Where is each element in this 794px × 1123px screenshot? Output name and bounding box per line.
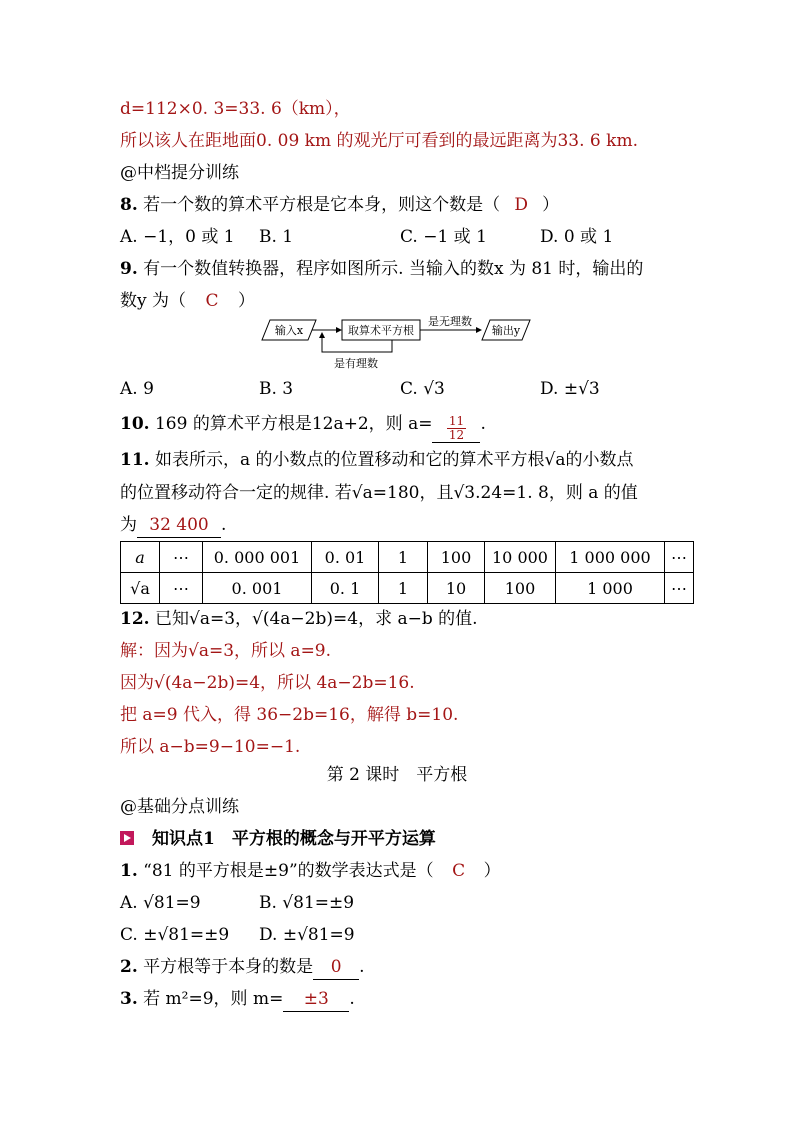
question-text: 为 — [120, 515, 137, 535]
flow-input-label: 输入x — [274, 324, 304, 337]
option-a: A. 9 — [120, 379, 154, 399]
question-text: 如表所示，a 的小数点的位置移动和它的算术平方根√a的小数点 — [154, 450, 634, 470]
table-cell: ⋯ — [160, 542, 203, 573]
question-number: 9. — [120, 259, 138, 279]
option-d: D. 0 或 1 — [540, 227, 614, 247]
question-number: 1. — [120, 861, 138, 881]
table-cell: 100 — [485, 573, 556, 604]
question-number: 3. — [120, 989, 138, 1009]
flow-irrational-label: 是无理数 — [428, 315, 472, 328]
question-8 — [120, 193, 559, 217]
table-cell: 10 — [428, 573, 485, 604]
loop-arrow — [322, 336, 392, 352]
play-triangle-icon — [120, 831, 134, 845]
end-mark: . — [359, 957, 365, 977]
end-mark: . — [221, 515, 227, 535]
option-d: D. ±√81=9 — [259, 925, 355, 945]
option-a: A. √81=9 — [120, 893, 201, 913]
row-header: √a — [121, 573, 160, 604]
option-b: B. 3 — [259, 379, 294, 399]
question-9-line-2 — [120, 289, 255, 313]
question-text: 的位置移动符合一定的规律. 若√a=180，且√3.24=1. 8，则 a 的值 — [120, 483, 638, 503]
table-cell: 1 000 — [556, 573, 665, 604]
flow-output-label: 输出y — [491, 324, 521, 337]
option-b: B. √81=±9 — [259, 893, 355, 913]
answer: C — [205, 291, 219, 311]
question-number: 11. — [120, 450, 150, 470]
sqrt-table — [120, 541, 694, 604]
input-parallelogram — [262, 320, 316, 340]
table-row — [121, 573, 694, 604]
fraction-denominator: 12 — [448, 428, 465, 442]
arrowhead — [319, 332, 325, 338]
table-cell: ⋯ — [160, 573, 203, 604]
table-cell: ⋯ — [665, 573, 694, 604]
option-c: C. −1 或 1 — [400, 227, 487, 247]
lesson-title: 第 2 课时 平方根 — [326, 765, 468, 785]
output-parallelogram — [482, 320, 530, 340]
question-text: 数y 为（ — [120, 291, 187, 311]
question-11-line-2 — [120, 481, 638, 505]
solution-line: 所以 a−b=9−10=−1. — [120, 737, 301, 757]
answer: C — [452, 861, 466, 881]
table-cell: 1 — [379, 573, 428, 604]
table-cell: 1 — [379, 542, 428, 573]
end-mark: . — [349, 989, 355, 1009]
question-close: ） — [542, 195, 560, 215]
question-11-line-3 — [120, 513, 226, 538]
question-number: 8. — [120, 195, 138, 215]
table-row — [121, 542, 694, 573]
end-mark: . — [480, 414, 486, 434]
option-a: A. −1，0 或 1 — [120, 227, 235, 247]
table-cell: 100 — [428, 542, 485, 573]
flow-rational-label: 是有理数 — [334, 357, 378, 370]
question-number: 12. — [120, 609, 150, 629]
arrowhead — [476, 327, 482, 333]
table-cell: 0. 001 — [203, 573, 312, 604]
solution-line: 解：因为√a=3，所以 a=9. — [120, 641, 332, 661]
table-cell: ⋯ — [665, 542, 694, 573]
option-d: D. ±√3 — [540, 379, 600, 399]
section-basic-heading: @基础分点训练 — [120, 797, 239, 817]
question-text: 有一个数值转换器，程序如图所示. 当输入的数x 为 81 时，输出的 — [143, 259, 644, 279]
option-c: C. ±√81=±9 — [120, 925, 230, 945]
answer-fraction — [447, 415, 466, 442]
question-number: 2. — [120, 957, 138, 977]
question-2 — [120, 955, 365, 980]
question-number: 10. — [120, 414, 150, 434]
flowchart-diagram — [260, 312, 540, 374]
answer-blank: ±3 — [283, 987, 349, 1012]
question-3 — [120, 987, 355, 1012]
solution-line-2: 所以该人在距地面0. 09 km 的观光厅可看到的最远距离为33. 6 km. — [120, 131, 638, 151]
question-11-line-1 — [120, 448, 634, 472]
arrowhead — [336, 327, 342, 333]
flow-process-label: 取算术平方根 — [348, 324, 414, 337]
process-box — [342, 320, 420, 340]
answer-blank — [432, 415, 480, 443]
question-10 — [120, 412, 486, 443]
option-c: C. √3 — [400, 379, 445, 399]
answer-blank: 32 400 — [137, 513, 221, 538]
question-9-line-1 — [120, 257, 643, 281]
table-cell: 0. 000 001 — [203, 542, 312, 573]
question-close: ） — [238, 291, 256, 311]
question-12 — [120, 607, 478, 631]
solution-line: 因为√(4a−2b)=4，所以 4a−2b=16. — [120, 673, 415, 693]
answer: D — [514, 195, 528, 215]
knowledge-point-label: 知识点1 平方根的概念与开平方运算 — [152, 829, 436, 849]
section-mid-heading: @中档提分训练 — [120, 163, 239, 183]
table-cell: 1 000 000 — [556, 542, 665, 573]
row-header: a — [121, 542, 160, 573]
fraction-numerator: 11 — [448, 414, 465, 428]
solution-line: 把 a=9 代入，得 36−2b=16，解得 b=10. — [120, 705, 459, 725]
question-text: “81 的平方根是±9”的数学表达式是（ — [143, 861, 434, 881]
solution-line-1: d=112×0. 3=33. 6（km）， — [120, 99, 351, 119]
table-cell: 0. 1 — [312, 573, 379, 604]
question-text: 169 的算术平方根是12a+2，则 a= — [154, 414, 433, 434]
option-b: B. 1 — [259, 227, 294, 247]
question-1 — [120, 859, 501, 883]
knowledge-point-heading — [120, 827, 436, 851]
table-cell: 0. 01 — [312, 542, 379, 573]
question-close: ） — [483, 861, 501, 881]
question-text: 已知√a=3，√(4a−2b)=4，求 a−b 的值. — [154, 609, 478, 629]
question-text: 若一个数的算术平方根是它本身，则这个数是（ — [143, 195, 501, 215]
question-text: 平方根等于本身的数是 — [143, 957, 314, 977]
answer-blank: 0 — [313, 955, 359, 980]
table-cell: 10 000 — [485, 542, 556, 573]
question-text: 若 m²=9，则 m= — [143, 989, 284, 1009]
